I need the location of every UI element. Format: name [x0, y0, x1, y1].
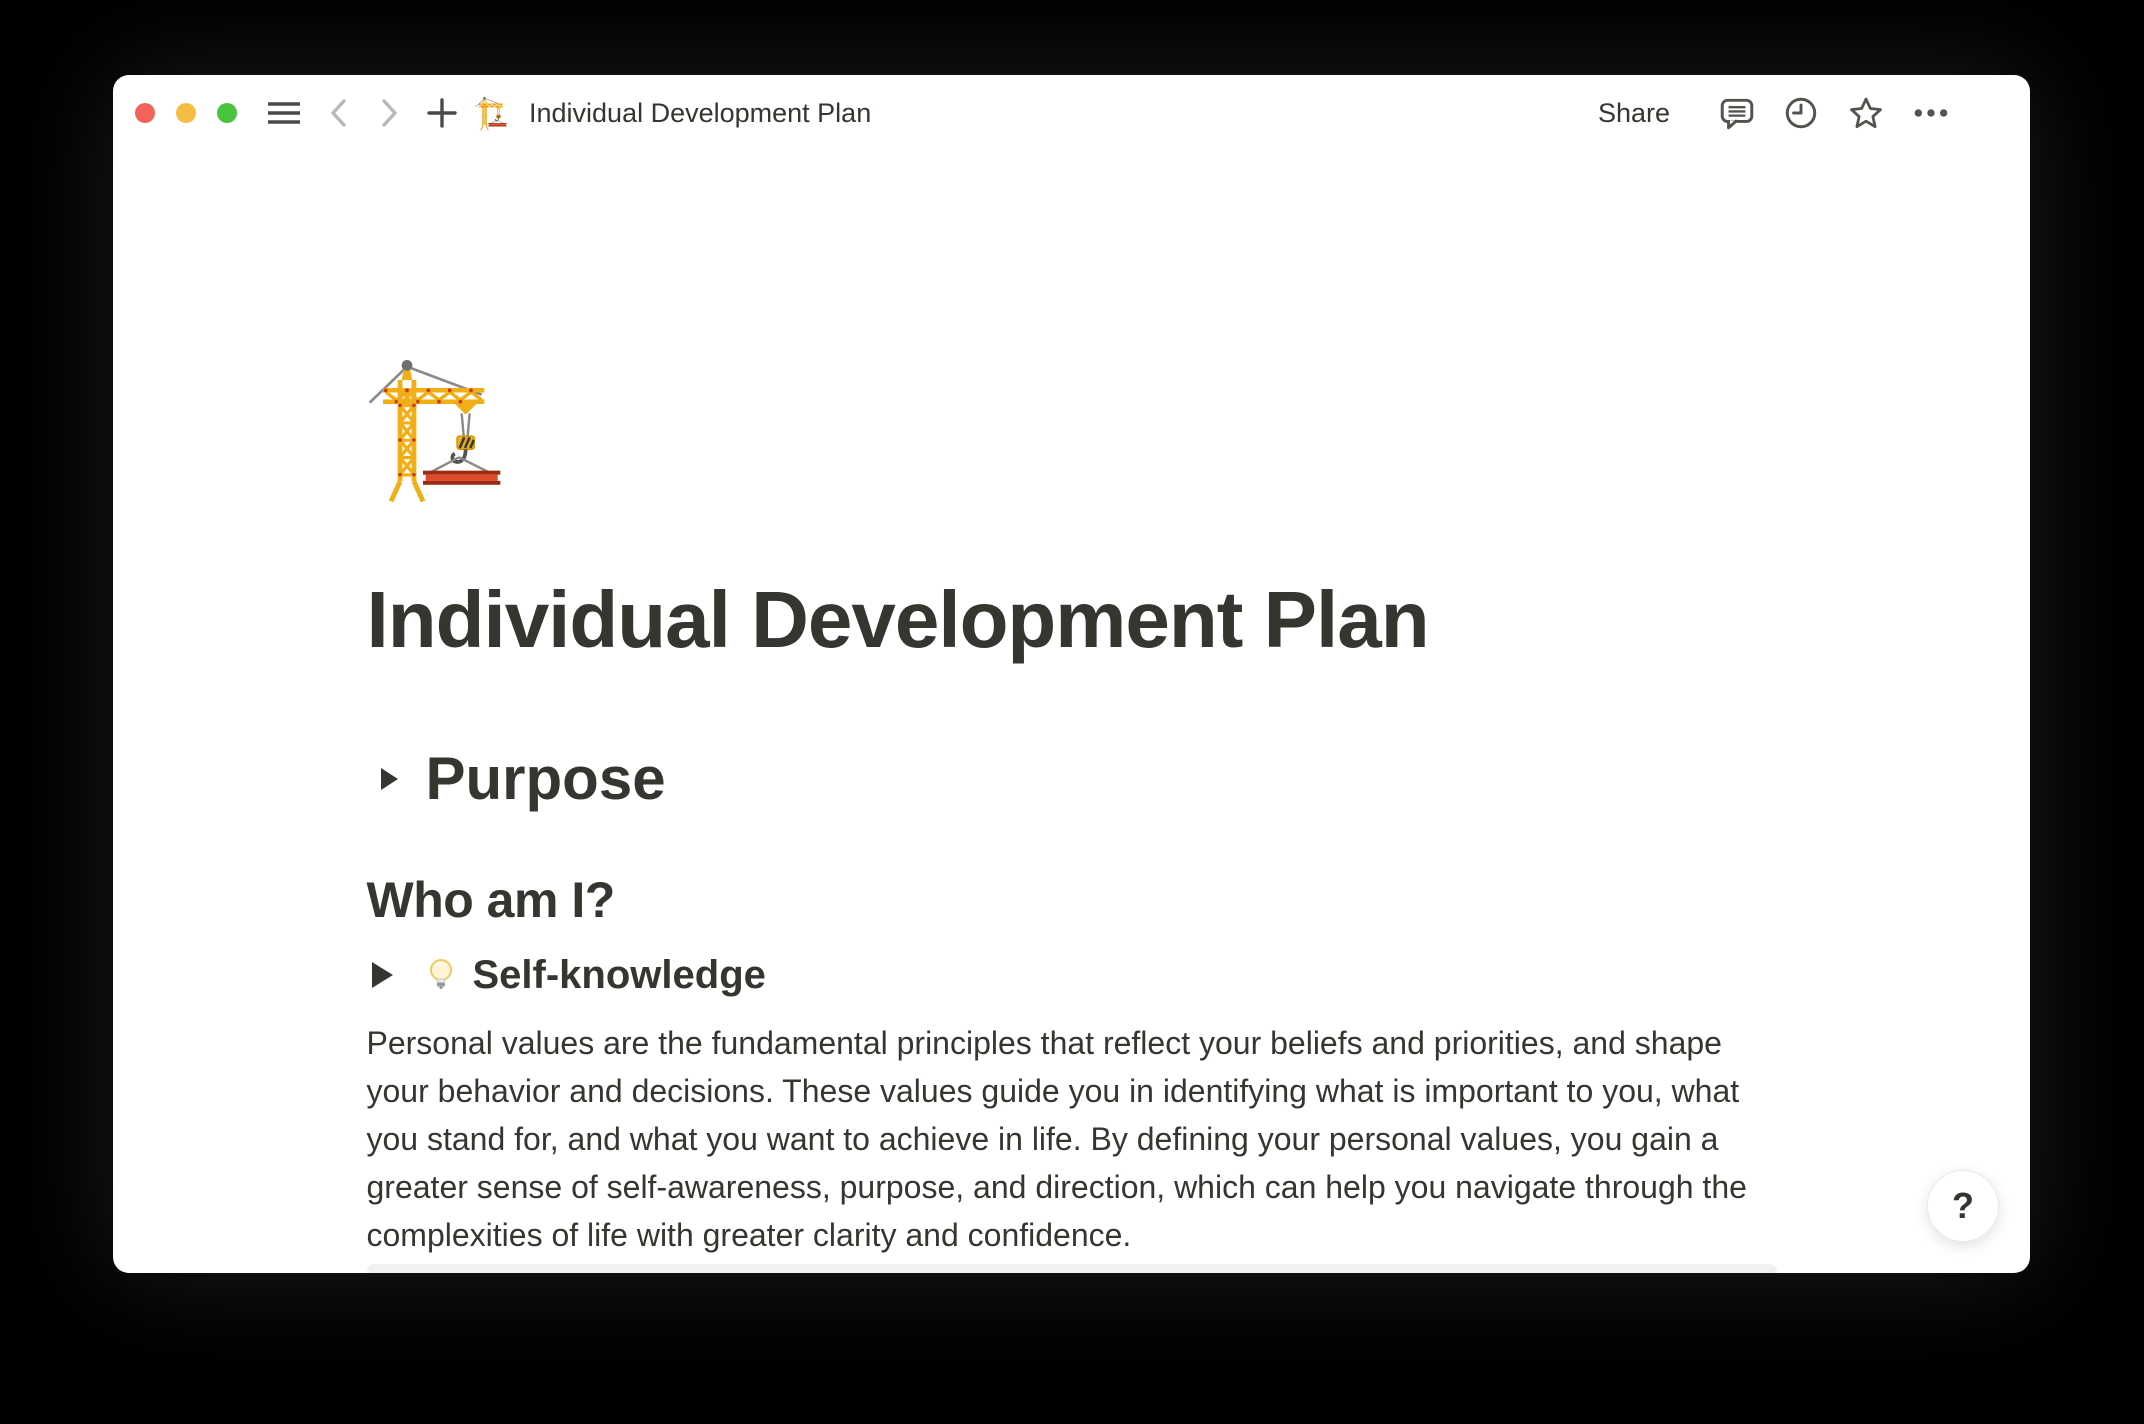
cropped-gray-block[interactable]	[367, 1264, 1777, 1273]
more-options-button[interactable]	[1912, 94, 1950, 132]
window-controls	[135, 103, 237, 123]
star-icon	[1846, 93, 1886, 133]
toggle-triangle-icon[interactable]	[381, 768, 398, 790]
plus-icon	[427, 98, 457, 128]
toggle-heading-label: Purpose	[425, 745, 666, 812]
sidebar-menu-button[interactable]	[267, 98, 301, 128]
toggle-heading-self-knowledge[interactable]	[367, 949, 1777, 1001]
titlebar	[113, 75, 2030, 151]
chevron-left-icon	[327, 97, 351, 129]
crane-icon	[367, 348, 527, 508]
forward-button[interactable]	[377, 97, 401, 129]
back-button[interactable]	[327, 97, 351, 129]
clock-icon	[1782, 94, 1820, 132]
ellipsis-icon	[1912, 94, 1950, 132]
zoom-button[interactable]	[217, 103, 237, 123]
share-button[interactable]: Share	[1590, 94, 1678, 133]
new-tab-button[interactable]	[427, 98, 457, 128]
page-content	[367, 151, 1777, 1273]
paragraph-block[interactable]: Personal values are the fundamental principles that reflect your beliefs and priorities, and shape your behavior and decisions. These values guide you in identifying what is important to you, what you stand for, and what you want to achieve in life. By defining your personal values, you gain a greater sense of self-awareness, purpose, and direction, which can help you navigate through the complexities of life with greater clarity and confidence.	[366, 1025, 1747, 1253]
toggle-heading-purpose[interactable]	[367, 740, 1777, 818]
heading-who-am-i[interactable]: Who am I?	[366, 872, 615, 928]
help-button[interactable]: ?	[1927, 1170, 1999, 1242]
updates-button[interactable]	[1782, 94, 1820, 132]
page-icon-crane[interactable]	[367, 348, 527, 508]
crane-icon	[475, 94, 513, 132]
minimize-button[interactable]	[176, 103, 196, 123]
page-title[interactable]: Individual Development Plan	[366, 575, 1429, 664]
notion-window	[113, 75, 2030, 1273]
toggle-triangle-icon[interactable]	[372, 962, 393, 988]
light-bulb-icon	[423, 957, 459, 993]
chevron-right-icon	[377, 97, 401, 129]
breadcrumb[interactable]	[475, 94, 871, 132]
toggle-heading-label: Self-knowledge	[472, 953, 766, 997]
favorite-button[interactable]	[1846, 93, 1886, 133]
hamburger-icon	[267, 98, 301, 128]
close-button[interactable]	[135, 103, 155, 123]
comment-icon	[1718, 94, 1756, 132]
comments-button[interactable]	[1718, 94, 1756, 132]
breadcrumb-title: Individual Development Plan	[529, 97, 872, 128]
